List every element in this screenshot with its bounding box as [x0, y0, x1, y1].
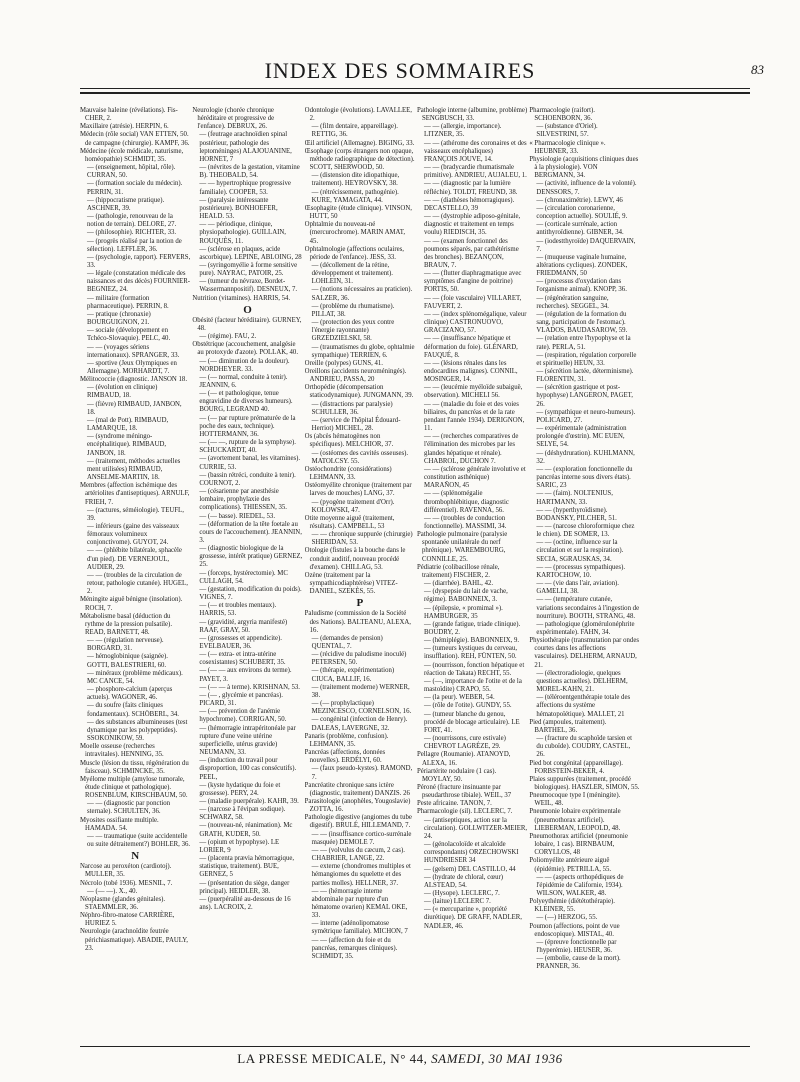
- index-subentry: — (puerpéralité au-dessous de 16 ans). LACROIX, 2.: [199, 895, 291, 911]
- index-entry: Myélome multiple (amylose tumorale, étude clinique et pathologique). ROSENBLUM, KIRSCHBAUM, 50.: [80, 775, 188, 800]
- index-subentry: — — (phlébite bilatérale, sphacèle d'un pied). DE VERNEJOUL, AUDIER, 29.: [87, 547, 182, 571]
- index-entry: Pharmacologie (sil). LECLERC, 7.: [416, 808, 513, 816]
- index-subentry: — — (aspects orthopédiques de l'épidémie de Californie, 1934). WILSON, WALKER, 48.: [536, 873, 624, 897]
- index-entry: Pied bot congénital (appareillage). FORBSTEIN-BEKER, 4.: [529, 759, 623, 775]
- index-subentry: — sportive (Jeux Olympiques en Allemagne). MORHARDT, 7.: [87, 359, 177, 375]
- index-column-3: [305, 107, 415, 1047]
- index-subentry: — (syndrome méningo-encéphalitique). RIMBAUD, JANBON, 18.: [87, 433, 167, 457]
- index-entry: Neurologie (arachnoïdite feutrée périchiasmatique). ABADIE, PAULY, 23.: [80, 928, 188, 952]
- index-subentry: — (sympathique et neuro-humeurs). POLICARD, 27.: [536, 408, 636, 424]
- index-subentry: — (nourrissons, cure estivale) CHEVROT LAGRÉZE, 29.: [423, 735, 506, 751]
- index-subentry: — (hémiplégie). BABONNEIX, 9.: [423, 637, 520, 645]
- index-subentry: — (diarrhée). BAHL, 42.: [423, 580, 494, 588]
- index-subentry: — (hippocratisme pratique). ASCHNER, 39.: [87, 196, 165, 212]
- index-column-2: [192, 107, 302, 1047]
- index-entry: Pharmacologie (raifort). SCHOENBORN, 36.: [529, 107, 595, 123]
- index-subentry: — (fracture du scaphoïde tarsien et du cuboïde). COUDRY, CASTEL, 26.: [536, 735, 632, 759]
- index-subentry: — — (processus sympathiques). KARTOCHOW, 10.: [536, 563, 626, 579]
- index-subentry: — congénital (infection de Henry). DALEAS, LAVERGNE, 32.: [311, 716, 408, 732]
- index-subentry: — — (insuffisance hépatique et déformation du foie). GLÉNARD, FAUQUÉ, 8.: [423, 335, 518, 359]
- index-entry: Néphro-fibro-matose CARRIÈRE, HURIEZ 5.: [80, 912, 175, 928]
- index-entry: Nécrolo (tobé 1936). MESNIL, 7.: [80, 879, 173, 887]
- index-subentry: — (syringomyélie à forme sensitive pure). NAYRAC, PATOIR, 25.: [199, 261, 298, 278]
- index-subentry: — (distractions par paralysie) SCHULLER, 36.: [311, 400, 393, 416]
- index-subentry: — — (affection du foie et du pancréas, remarques cliniques). SCHMIDT, 35.: [311, 936, 398, 960]
- footer-journal: LA PRESSE MEDICALE, N° 44,: [237, 1051, 428, 1066]
- index-entry: Panaris (problème, confusion). LEHMANN, 35.: [304, 732, 389, 748]
- index-entry: Pied (ampoules, traitement). BARTHEL, 36.: [529, 718, 607, 734]
- page-number: 83: [751, 62, 764, 77]
- index-subentry: — (déshydruration). KUHLMANN, 32.: [536, 449, 635, 465]
- index-subentry: — (régénération sanguine, recherches). SEGGEL, 34.: [536, 294, 609, 310]
- index-subentry: — — (vie dans l'air, aviation). GAMELLI, 38.: [536, 580, 619, 596]
- index-subentry: — — (lésions rénales dans les endocardites malignes). CONNIL, MOSINGER, 14.: [423, 359, 518, 384]
- index-subentry: — (pyogène traitement d'Orr). KOLOWSKI, 47.: [311, 498, 395, 514]
- index-subentry: — militaire (formation pharmaceutique). PERRIN, 8.: [87, 294, 169, 310]
- index-entry: Poliomyélite antérieure aiguë (épidémie). PETRILLA, 55.: [529, 857, 612, 873]
- index-subentry: — — (régulation nerveuse). BORGARD, 31.: [87, 637, 164, 653]
- section-letter: O: [243, 303, 252, 316]
- index-entry: Muscle (lésion du tissu, régénération du faisceau). SCHMINCKE, 35.: [80, 759, 189, 775]
- index-subentry: — — (troubles de conduction fonctionnelle). MASSIMI, 34.: [423, 514, 507, 530]
- index-subentry: — (activité, influence de la volonté). DENSSORS, 7.: [536, 180, 637, 196]
- index-entry: Ostéochondrite (considérations) LEHMANN, 33.: [304, 465, 392, 482]
- index-entry: Métabolisme basal (déduction du rythme de la pression pulsatile). READ, BARNETT, 48.: [80, 612, 173, 636]
- index-subentry: — (notions nécessaires au praticien). SALZER, 36.: [311, 286, 413, 302]
- index-subentry: — (demandes de pension) QUENTAL, 7.: [311, 634, 383, 650]
- index-entry: Maxillaire (atrésie). HERPIN, 6.: [80, 123, 169, 131]
- index-column-4: [417, 107, 527, 1047]
- index-entry: Paludisme (commission de la Société des Nations). BALTEANU, ALEXA, 16.: [304, 610, 411, 634]
- index-subentry: — — (foie vasculaire) VILLARET, FAUVERT, 2.: [423, 294, 522, 310]
- index-subentry: — — (allergie, importance). LITZNER, 35.: [423, 123, 502, 139]
- index-entry: Mélitococcie (diagnostic. JANSON 18.: [80, 376, 188, 384]
- index-subentry: — (ractures, séméiologie). TEUFL, 39.: [87, 506, 184, 522]
- index-subentry: — (césarienne par anesthésie lombaire, prophylaxie des complications). THIESSEN, 35.: [199, 488, 287, 512]
- index-subentry: — — (flutter diaphragmatique avec symptômes d'angine de poitrine) PORTIS, 50.: [423, 270, 522, 294]
- index-subentry: — (opium et hypophyse). LE LORIER, 9: [199, 838, 280, 854]
- index-entry: Œil artificiel (Allemagne). BIGING, 33.: [304, 139, 415, 147]
- index-subentry: — (feutrage arachnoïdien spinal postérieur, pathologie des leptoméninges) ALAJOUANINE, HORNET, 7: [199, 131, 292, 163]
- index-subentry: — (muqueuse vaginale humaine, altérations cycliques). ZONDEK, FRIEDMANN, 50: [536, 253, 628, 278]
- index-subentry: — (ostéomes des cavités osseuses). MATOLCSY. 55.: [311, 449, 409, 465]
- index-subentry: — hémoglobinique (saignée). GOTTI, BALESTRIERI, 60.: [87, 653, 168, 669]
- index-subentry: — (— par rupture prématurée de la poche des eaux, technique). HOTTERMANN, 36.: [199, 414, 296, 438]
- index-subentry: — du soufre (faits cliniques fondamentaux). SCHÖBERL, 34.: [87, 702, 179, 718]
- index-subentry: — (substance d'Oriel). SILVESTRINI, 57.: [536, 123, 598, 139]
- index-subentry: — (induction du travail pour disproportion, 100 cas consécutifs). PEEL,: [199, 757, 297, 781]
- index-subentry: — — (diathèses hémorragiques). DECASTELLO, 39: [423, 196, 515, 212]
- index-subentry: — (problème du rhumatisme). PILLAT, 38.: [311, 302, 395, 318]
- index-subentry: — (gelsem) DEL CASTILLO, 44: [423, 865, 516, 873]
- index-subentry: — (présentation du siège, danger principal). HEIDLER, 38.: [199, 879, 290, 895]
- index-entry: Polyeythémie (diététothérapie). KLEINER, 55.: [529, 898, 615, 914]
- index-subentry: — (« mercuparine », propriété diurétique). DE GRAFF, NADLER, NADLER, 46.: [423, 906, 522, 930]
- index-subentry: — — traumatique (suite accidentelle ou suite détraitement?) BOHLER, 36.: [87, 832, 191, 849]
- index-subentry: — (—, importance de l'otite et de la mastoïdite) CRAPO, 55.: [423, 677, 522, 694]
- index-subentry: — (grossesses et appendicite). EVELBAUER, 36.: [199, 634, 282, 650]
- index-entry: Physiologie (acquisitions cliniques dues à la physiologie). VON BERGMANN, 34.: [529, 155, 639, 180]
- index-subentry: — (respiration, régulation corporelle et spirituelle) HEUN, 33.: [536, 351, 637, 367]
- index-entry: Plaies suppurées (traitement, procédé biologiques). HASZLER, SIMON, 55.: [529, 775, 640, 791]
- index-entry: Myosites ossifiante multiple. HAMADA. 54.: [80, 816, 159, 832]
- index-subentry: — — (index splénomégalique, valeur clinique) CASTRONUOVO, GRACIZANO, 57.: [423, 310, 527, 335]
- index-entry: Pellagre (Roumanie). ATANOYD, ALEXA, 16.: [416, 751, 511, 767]
- index-subentry: — (nouveau-né, réanimation). Mc GRATH, KUDER, 50.: [199, 822, 293, 838]
- footer-rule: [80, 1046, 750, 1047]
- index-entry: Neurologie (chorée chronique héréditaire et progressive de l'enfance). DEBRUX, 26.: [192, 107, 275, 131]
- index-subentry: — interne (adénolipomatose symétrique familiale). MICHON, 7: [311, 920, 408, 936]
- index-subentry: — (service de l'hôpital Édouard-Herriot) MICHEL, 28.: [311, 416, 401, 433]
- index-entry: Nutrition (vitamines). HARRIS, 54.: [192, 294, 291, 302]
- index-column-6: [642, 107, 752, 1047]
- index-subentry: — (enseignement, hôpital, rôle). CURRAN, 50.: [87, 164, 176, 180]
- index-subentry: — — (maladie du foie et des voies biliaires, du pancréas et de la rate pendant l'année 1934). DERIGNON, 11.: [423, 400, 525, 433]
- index-entry: Moelle osseuse (recherches intravitales). HENNING, 35.: [80, 743, 164, 759]
- index-subentry: — (progrès réalisé par la notion de sélection). LEFFLER, 36.: [87, 237, 182, 253]
- index-subentry: — (téléroentgenthérapie totale des affections du système hématopoïétique). MALLET, 21: [536, 694, 631, 718]
- index-subentry: — (psychologie, rapport). FERVERS, 33.: [87, 253, 191, 269]
- index-subentry: — (tumeur du névraxe, Bordet-Wassermannpositif). DESNEUX, 7.: [199, 278, 298, 294]
- index-subentry: — expérimentale (administration prolongée d'œstrin). MC EUEN, SELYE, 54.: [536, 425, 627, 449]
- index-subentry: — — (examen fonctionnel des poumons séparés, par cathétérisme des bronches). BEZANÇON, BRAUN, 7.: [423, 237, 519, 269]
- index-subentry: — (—) HERZOG, 55.: [536, 914, 598, 922]
- index-subentry: — (gravidité, argyria manifesté) RAAF, GRAY, 50.: [199, 618, 288, 634]
- index-entry: Pédiatrie (colibacillose rénale, traitement) FISCHER, 2.: [416, 563, 500, 579]
- index-entry: Pneumocoque type I (méningite). WEIL, 48.: [529, 792, 621, 808]
- index-subentry: — — (dystrophie adiposo-génitale, diagnostic et traitement en temps voulu) RIEDISCH, 35.: [423, 213, 521, 237]
- index-subentry: — (avortement banal, les vitamines). CURRIE, 53.: [199, 455, 301, 471]
- index-subentry: — phosphore-calcium (aperçus actuels). WAGONER, 46.: [87, 686, 173, 702]
- index-subentry: — (— prophylactique) MEZINCESCO, CORNELSON, 16.: [311, 700, 412, 716]
- index-subentry: — (grande fatigue, triade clinique). BOUDRY, 2.: [423, 620, 521, 636]
- index-subentry: — (faux pseudo-kystes). RAMOND, 7.: [311, 765, 413, 781]
- index-entry: Périartérite nodulaire (1 cas). MOYLAY, 50.: [416, 767, 497, 783]
- index-subentry: — (pathologie, renouveau de la notion de terrain). DELORE, 27.: [87, 213, 177, 229]
- index-subentry: — pratique (chronaxie) BOURGUIGNON, 21.: [87, 310, 151, 327]
- index-subentry: — (placenta prævia hémorragique, statistique, traitement). BUE, GERNEZ, 5: [199, 855, 295, 879]
- index-entry: Parasitologie (anophèles, Yougoslavie) ZOTTA, 16.: [304, 797, 411, 814]
- index-entry: Pancréas (affections, données nouvelles). ERDÉLYI, 60.: [304, 749, 386, 765]
- index-subentry: — (distension dite idiopathique, traitement). HEYROVSKY, 38.: [311, 172, 400, 188]
- index-subentry: — (— diminution de la douleur). NORDHEYER. 33.: [199, 357, 290, 373]
- index-subentry: — — (hémorragie interne abdominale par rupture d'un hématome ovarien) KEMAL OKE, 33.: [311, 887, 408, 920]
- index-columns: [80, 107, 752, 1047]
- index-subentry: — (— —, rupture de la symphyse). SCHUCKARDT, 40.: [199, 439, 296, 455]
- index-subentry: — (traitement moderne) WERNER, 38.: [311, 683, 410, 699]
- index-subentry: — (régulation de la formation du sang, participation de l'estomac). VLADOS, BAUDASAROW, 59.: [536, 310, 628, 335]
- index-subentry: — (traumatismes du globe, ophtalmie sympathique) TERRIEN, 6.: [311, 343, 415, 359]
- section-letter: N: [131, 850, 140, 863]
- index-subentry: — minéraux (problème médicaux). MC CANCE, 54.: [87, 669, 183, 685]
- index-entry: Œsophagite (étude clinique). VINSON, HUTT, 50: [304, 204, 412, 221]
- index-subentry: — (régime). FAU, 2.: [199, 333, 257, 341]
- index-subentry: — (circulation coronarienne, conception actuelle). SOULIÉ, 9.: [536, 204, 628, 221]
- index-entry: Pathologie digestive (angiomes du tube digestif). BRULÉ, HILLEMAND, 7.: [304, 814, 412, 830]
- index-subentry: — (bassin rétréci, conduite à tenir). COURNOT, 2.: [199, 471, 296, 487]
- index-subentry: — (fièvre) RIMBAUD, JANBON, 18.: [87, 400, 182, 416]
- index-subentry: — — (voyages sériens internationaux). SPRANGER, 33.: [87, 343, 180, 359]
- index-entry: Pathologie pulmonaire (paralysie spontanée unilatérale du nerf phrénique). WAREMBOURG, CONNILLE, 25.: [416, 531, 508, 563]
- index-subentry: — — (sclérose générale involutive et constitution asthénique) MARAÑON, 45: [423, 465, 526, 490]
- header-rule-thick: [80, 92, 750, 94]
- index-entry: Mauvaise haleine (révélations). Fis-CHER, 2.: [80, 107, 178, 123]
- index-subentry: — (corticale surrénale, action antithyroïdienne). GIBNER, 34.: [536, 221, 624, 237]
- index-subentry: — (thérapie, expérimentation) CIUCA, BALLIF, 16.: [311, 667, 395, 683]
- index-subentry: — (formation sociale du médecin). PERRIN, 31.: [87, 180, 183, 196]
- index-subentry: — — (recherches comparatives de l'élimination des microbes par les glandes hépatique et rénale). CHABROL, DUCHON 7.: [423, 433, 519, 465]
- index-subentry: — — hypertrophique progressive familiale). COOPER, 53.: [199, 180, 291, 196]
- index-entry: Oreille (polypes) GUNS, 41.: [304, 359, 383, 367]
- index-subentry: — (décollement de la rétine, développement et traitement). LOHLEIN, 31.: [311, 261, 393, 286]
- index-entry: Œsophage (corps étrangers non opaque, méthode radiographique de détection). SCOTT, SHERWOOD, 50.: [304, 147, 415, 172]
- index-subentry: — (rôle de l'otite). GUNDY, 55.: [423, 702, 512, 710]
- index-subentry: — inférieurs (gaine des vaisseaux fémoraux volumineux conjonctivome). GUYOT, 24.: [87, 522, 180, 547]
- index-entry: Pathologie interne (albumine, problème) SENGBUSCH, 33.: [416, 107, 528, 123]
- index-entry: Poumon (affections, point de vue endoscopique). MISTAL, 40.: [529, 922, 620, 938]
- index-subentry: — — périodique, clinique, physiopathologie). GUILLAIN, ROUQUÈS, 11.: [199, 221, 286, 245]
- index-entry: Péroné (fracture insinuante par pseudarthrose tibiale). WEIL, 37: [416, 783, 512, 800]
- index-subentry: — (diagnostic biologique de la grossesse, intérêt pratique) GERNEZ, 25.: [199, 545, 303, 569]
- index-subentry: — — (athérome des coronaires et des vaisseaux encéphaliques) FRANÇOIS JOUVE, 14.: [423, 139, 527, 163]
- index-entry: Otite moyenne aiguë (traitement, résultats). CAMPBELL, 53: [304, 514, 395, 530]
- index-subentry: — — (hyperthyroïdisme). BODANSKY, PILCHER, 51.: [536, 506, 617, 522]
- index-subentry: — (paralysie intéressante postérieure). BONHOEFER, HEALD. 53.: [199, 196, 278, 221]
- index-subentry: — (électroradiologie, quelques questions actuelles). DELHERM, MOREL-KAHN, 21.: [536, 669, 628, 694]
- index-subentry: — — (diagnostic par la lumière réfléchie). TOLDT, FREUND, 38.: [423, 180, 518, 196]
- index-subentry: — (dyspepsie du lait de vache, régime). BABONNEIX, 3.: [423, 588, 508, 604]
- index-subentry: — (— — aux environs du terme). PAYET, 3.: [199, 667, 292, 683]
- index-subentry: — (sécrétion lactée, déterminisme). FLORENTIN, 31.: [536, 368, 634, 384]
- index-subentry: — — (leucémie myéloïde subaiguë, observation). MICHELI 56.: [423, 384, 523, 400]
- section-letter: P: [356, 597, 364, 610]
- index-entry: Méningite aiguë bénigne (insolation). ROCH, 7.: [80, 596, 183, 612]
- index-subentry: — (traitement, méthodes actuelles ment utilisées) RIMBAUD, ANSELME-MARTIN, 18.: [87, 457, 181, 482]
- header-rule: [80, 88, 750, 89]
- index-subentry: — (chronaximétrie). LEWY, 46: [536, 196, 623, 204]
- index-entry: Otologie (fistules à la bouche dans le conduit auditif, nouveau procédé d'examen). CHILLAG, 53.: [304, 547, 406, 571]
- index-subentry: — — (troubles de la circulation de retour, pathologie cutanée). HUGEL, 2.: [87, 571, 188, 596]
- index-subentry: — (épilepsie, « promimal »). HAMBURGER, 35: [423, 604, 503, 620]
- index-entry: Membres (affection ischémique des artériolites d'antiseptiques). ARNULF, FRIEH, 7.: [80, 482, 190, 506]
- index-subentry: — (— extra- et intra-utérine cosexistantes) SCHUBERT, 35.: [199, 651, 286, 667]
- index-subentry: — — (faim). NOLTENIUS, HARTMANN, 33.: [536, 490, 613, 506]
- index-entry: Obstétrique (accouchement, analgésie au protoxyde d'azote). POLLAK, 40.: [192, 341, 299, 357]
- index-subentry: — (génolacoloïde et alcaloïde correspondants) ORZECHOWSKI HUNDRIESER 34: [423, 841, 519, 865]
- index-subentry: — (— et pathologique, tenue engravidine de diverses humeurs). BOURG, LEGRAND 40.: [199, 390, 293, 414]
- index-subentry: — (rétrécissement, pathogénie). KURE, YAMAGATA, 44.: [311, 188, 399, 204]
- index-subentry: — sociale (développement en Tchéco-Slovaquie). PELC, 40.: [87, 327, 171, 343]
- index-subentry: — (— normal, conduite à tenir). JEANNIN, 6.: [199, 373, 288, 389]
- footer-date: SAMEDI, 30 MAI 1936: [431, 1051, 563, 1066]
- index-subentry: — externe (chondromes multiples et hémangiomes du squelette et des parties molles). HELLNER, 37.: [311, 863, 411, 887]
- index-subentry: — (— —). X., 40.: [87, 887, 138, 895]
- index-subentry: — (— basse). RIEDEL, 53.: [199, 512, 276, 520]
- index-column-1: [80, 107, 190, 1047]
- index-entry: Peste africaine. TANON, 7.: [416, 800, 492, 808]
- index-subentry: — (relation entre l'hypophyse et la rate). PERLA, 51.: [536, 335, 631, 351]
- index-entry: Narcose au peroxéton (cardiotoj). MULLER, 35.: [80, 863, 172, 879]
- index-subentry: — (mal de Pott). RIMBAUD, LAMARQUE, 18.: [87, 416, 169, 433]
- index-subentry: — (évolution en clinique) RIMBAUD, 18.: [87, 384, 158, 400]
- index-entry: Obésité (facteur héréditaire). GURNEY, 48.: [192, 316, 302, 332]
- index-subentry: — (tumeur blanche du genou, procédé de blocage articulaire). LE FORT, 41.: [423, 710, 520, 734]
- index-entry: Néoplasme (glandes génitales). STAEMMLER, 36.: [80, 895, 166, 911]
- index-subentry: — — (bradycardie rhumatismale primitive). ANDRIEU, AUJALEU, 1.: [423, 164, 527, 180]
- index-subentry: — (forceps, hystérectomie). MC CULLAGH, 54.: [199, 569, 288, 585]
- index-subentry: — (sclérose en plaques, acide ascorbique). LEPINE, ABLOING, 28: [199, 245, 302, 261]
- index-subentry: — — (narcose chloroformique chez le chien). DE SOMER, 13.: [536, 522, 635, 539]
- index-entry: Oreillons (accidents neuroméningés). ANDRIEU, PASSA, 20: [304, 368, 407, 384]
- index-subentry: — (narcose à l'évipan sodique). SCHWARZ, 58.: [199, 806, 286, 822]
- index-column-5: [529, 107, 639, 1047]
- index-entry: Os (abcès hématogènes non spécifiques). MELCHIOR, 37.: [304, 433, 394, 449]
- index-subentry: — — (exploration fonctionnelle du pancréas interne sous divers états). SARIC, 23: [536, 465, 633, 490]
- index-subentry: — — (octine, influence sur la circulation et sur la respiration). SECIA, SGRAUSKAS, 34.: [536, 539, 624, 563]
- index-entry: Ostéomyélite chronique (traitement par larves de mouches) LANG, 37.: [304, 482, 412, 498]
- index-subentry: — — chronique suppurée (chirurgie) SHERIDAN, 53.: [311, 531, 413, 547]
- index-entry: Pneumothorax artificiel (pneumonie lobaire, 1 cas). BIRNBAUM, CORYLLOS, 48: [529, 832, 628, 857]
- index-subentry: — (Hysope). LECLERC, 7.: [423, 890, 500, 897]
- index-subentry: — (déformation de la tête foetale au cours de l'accouchement). JEANNIN, 3.: [199, 520, 302, 544]
- index-subentry: — (nourrisson, fonction hépatique et réaction de Takata) RECHT, 55.: [423, 661, 525, 677]
- index-subentry: — (— et troubles mentaux). HARRIS, 53.: [199, 602, 277, 618]
- index-entry: Odontologie (évolutions). LAVALLÉE, 2.: [304, 107, 413, 123]
- index-subentry: — des substances albumineuses (test dynamique par les polypeptides). SSOKONIKOW, 59.: [87, 718, 188, 743]
- index-subentry: — (— prévention de l'anémie hypochrome). CORRIGAN, 50.: [199, 708, 287, 724]
- index-entry: Ozène (traitement par la sympathicodiaphtérèse) VITEZ-DANIEL, SZEKÈS, 55.: [304, 571, 398, 596]
- index-subentry: — (film dentaire, appareillage). RETTIG, 36.: [311, 123, 398, 139]
- index-subentry: — (récidive du paludisme inoculé) PETERSEN, 50.: [311, 651, 407, 667]
- index-entry: Ophtalmologie (affections oculaires, période de l'enfance). JESS, 33.: [304, 245, 404, 261]
- index-subentry: — (— — à terme). KRISHNAN, 53.: [199, 683, 300, 691]
- index-subentry: — (philosophie). RICHTER, 33.: [87, 229, 177, 237]
- index-entry: « Pharmacologie clinique ». HEUBNER, 33.: [529, 139, 606, 155]
- index-subentry: — (maladie puerpérale). KAHR, 39.: [199, 797, 299, 805]
- index-subentry: — (hémorragie intrapéritonéale par rupture d'une veine utérine superficielle, utérus gravide) NEUMANN, 33.: [199, 724, 296, 757]
- index-subentry: — (laitue) LECLERC 7.: [423, 898, 491, 906]
- index-subentry: — — (diagnostic par ponction sternale). SCHULTEN, 36.: [87, 800, 171, 816]
- index-entry: Médecine (école médicale, naturisme, homéopathie) SCHMIDT, 35.: [80, 147, 184, 163]
- index-entry: Pancréatite chronique sans ictère (diagnostic, traitement) DANZIS. 26: [304, 781, 410, 797]
- index-subentry: — (tumeurs kystiques du cerveau, insufflation). REH, FÜNTEN, 50.: [423, 645, 518, 661]
- page-title: INDEX DES SOMMAIRES: [264, 58, 536, 83]
- index-entry: Médecin (rôle social) VAN ETTEN, 50. de campagne (chirurgie). KAMPF, 36.: [80, 131, 190, 147]
- index-subentry: — (antiseptiques, action sur la circulation). GOLLWITZER-MEIER, 24.: [423, 816, 528, 840]
- index-entry: Pneumonie lobaire expérimentale (pneumothorax artificiel). LIEBERMAN, LEOPOLD, 48.: [529, 808, 621, 832]
- index-subentry: — — (volvulus du cæcum, 2 cas). CHABRIER, LANGE, 22.: [311, 846, 405, 863]
- index-subentry: — (névrites de la gestation, vitamine B). THEOBALD, 54.: [199, 164, 300, 180]
- index-subentry: — (épreuve fonctionnelle par l'hyperémie). HEUSER, 36.: [536, 938, 617, 955]
- journal-footer: [0, 1051, 800, 1067]
- index-subentry: — (iodestthyroïde) DAQUERVAIN, 7.: [536, 237, 636, 253]
- index-subentry: — (protection des yeux contre l'énergie rayonnante) GRZEDZIELSKI, 58.: [311, 319, 395, 343]
- index-subentry: — (processus d'oxydation dans l'organisme animal). KNOPP, 36.: [536, 278, 627, 294]
- index-subentry: — — (splénomégalie thrombophlébitique, diagnostic différentiel). RAVENNA, 56.: [423, 490, 509, 514]
- index-subentry: — — (température cutanée, variations secondaires à l'ingestion de nourriture). BOOTH, STRANG, 48.: [536, 596, 640, 620]
- index-subentry: — (sécrétion gastrique et post-hypophyse) LANGERON, PAGET, 26.: [536, 384, 633, 408]
- index-entry: Orthopédie (décompensation staticodynamique). JUNGMANN, 39.: [304, 384, 414, 400]
- index-subentry: — légale (constatation médicale des naissances et des décès) FOURNIER-BEGNIEZ, 24.: [87, 270, 191, 294]
- index-subentry: — (gestation, modification du poids). VIGNES, 7.: [199, 585, 302, 602]
- index-subentry: — (hydrate de chloral, cœur) ALSTEAD, 54.: [423, 873, 504, 889]
- index-subentry: — (embolie, cause de la mort). PRANNER, 36.: [536, 955, 621, 971]
- index-subentry: — pathologique (glomérulonéphrite expérimentale). FAHN, 34.: [536, 620, 635, 636]
- index-subentry: — (la peur). WEBER, 54.: [423, 694, 495, 702]
- index-entry: Physiothérapie (transmutation par ondes courtes dans les affections vasculaires). DELHERM, ARNAUD, 21.: [529, 637, 639, 669]
- index-entry: Ophtalmie du nouveau-né (mercurochrome). MARIN AMAT, 45.: [304, 221, 406, 245]
- index-subentry: — (kyste hydatique du foie et grossesse). PERY, 24.: [199, 781, 281, 797]
- index-subentry: — — (insuffisance cortico-surrénale masquée) DEMOLE 7.: [311, 830, 412, 846]
- index-subentry: — (— , glycémie et pancréas). PICARD, 31.: [199, 691, 283, 708]
